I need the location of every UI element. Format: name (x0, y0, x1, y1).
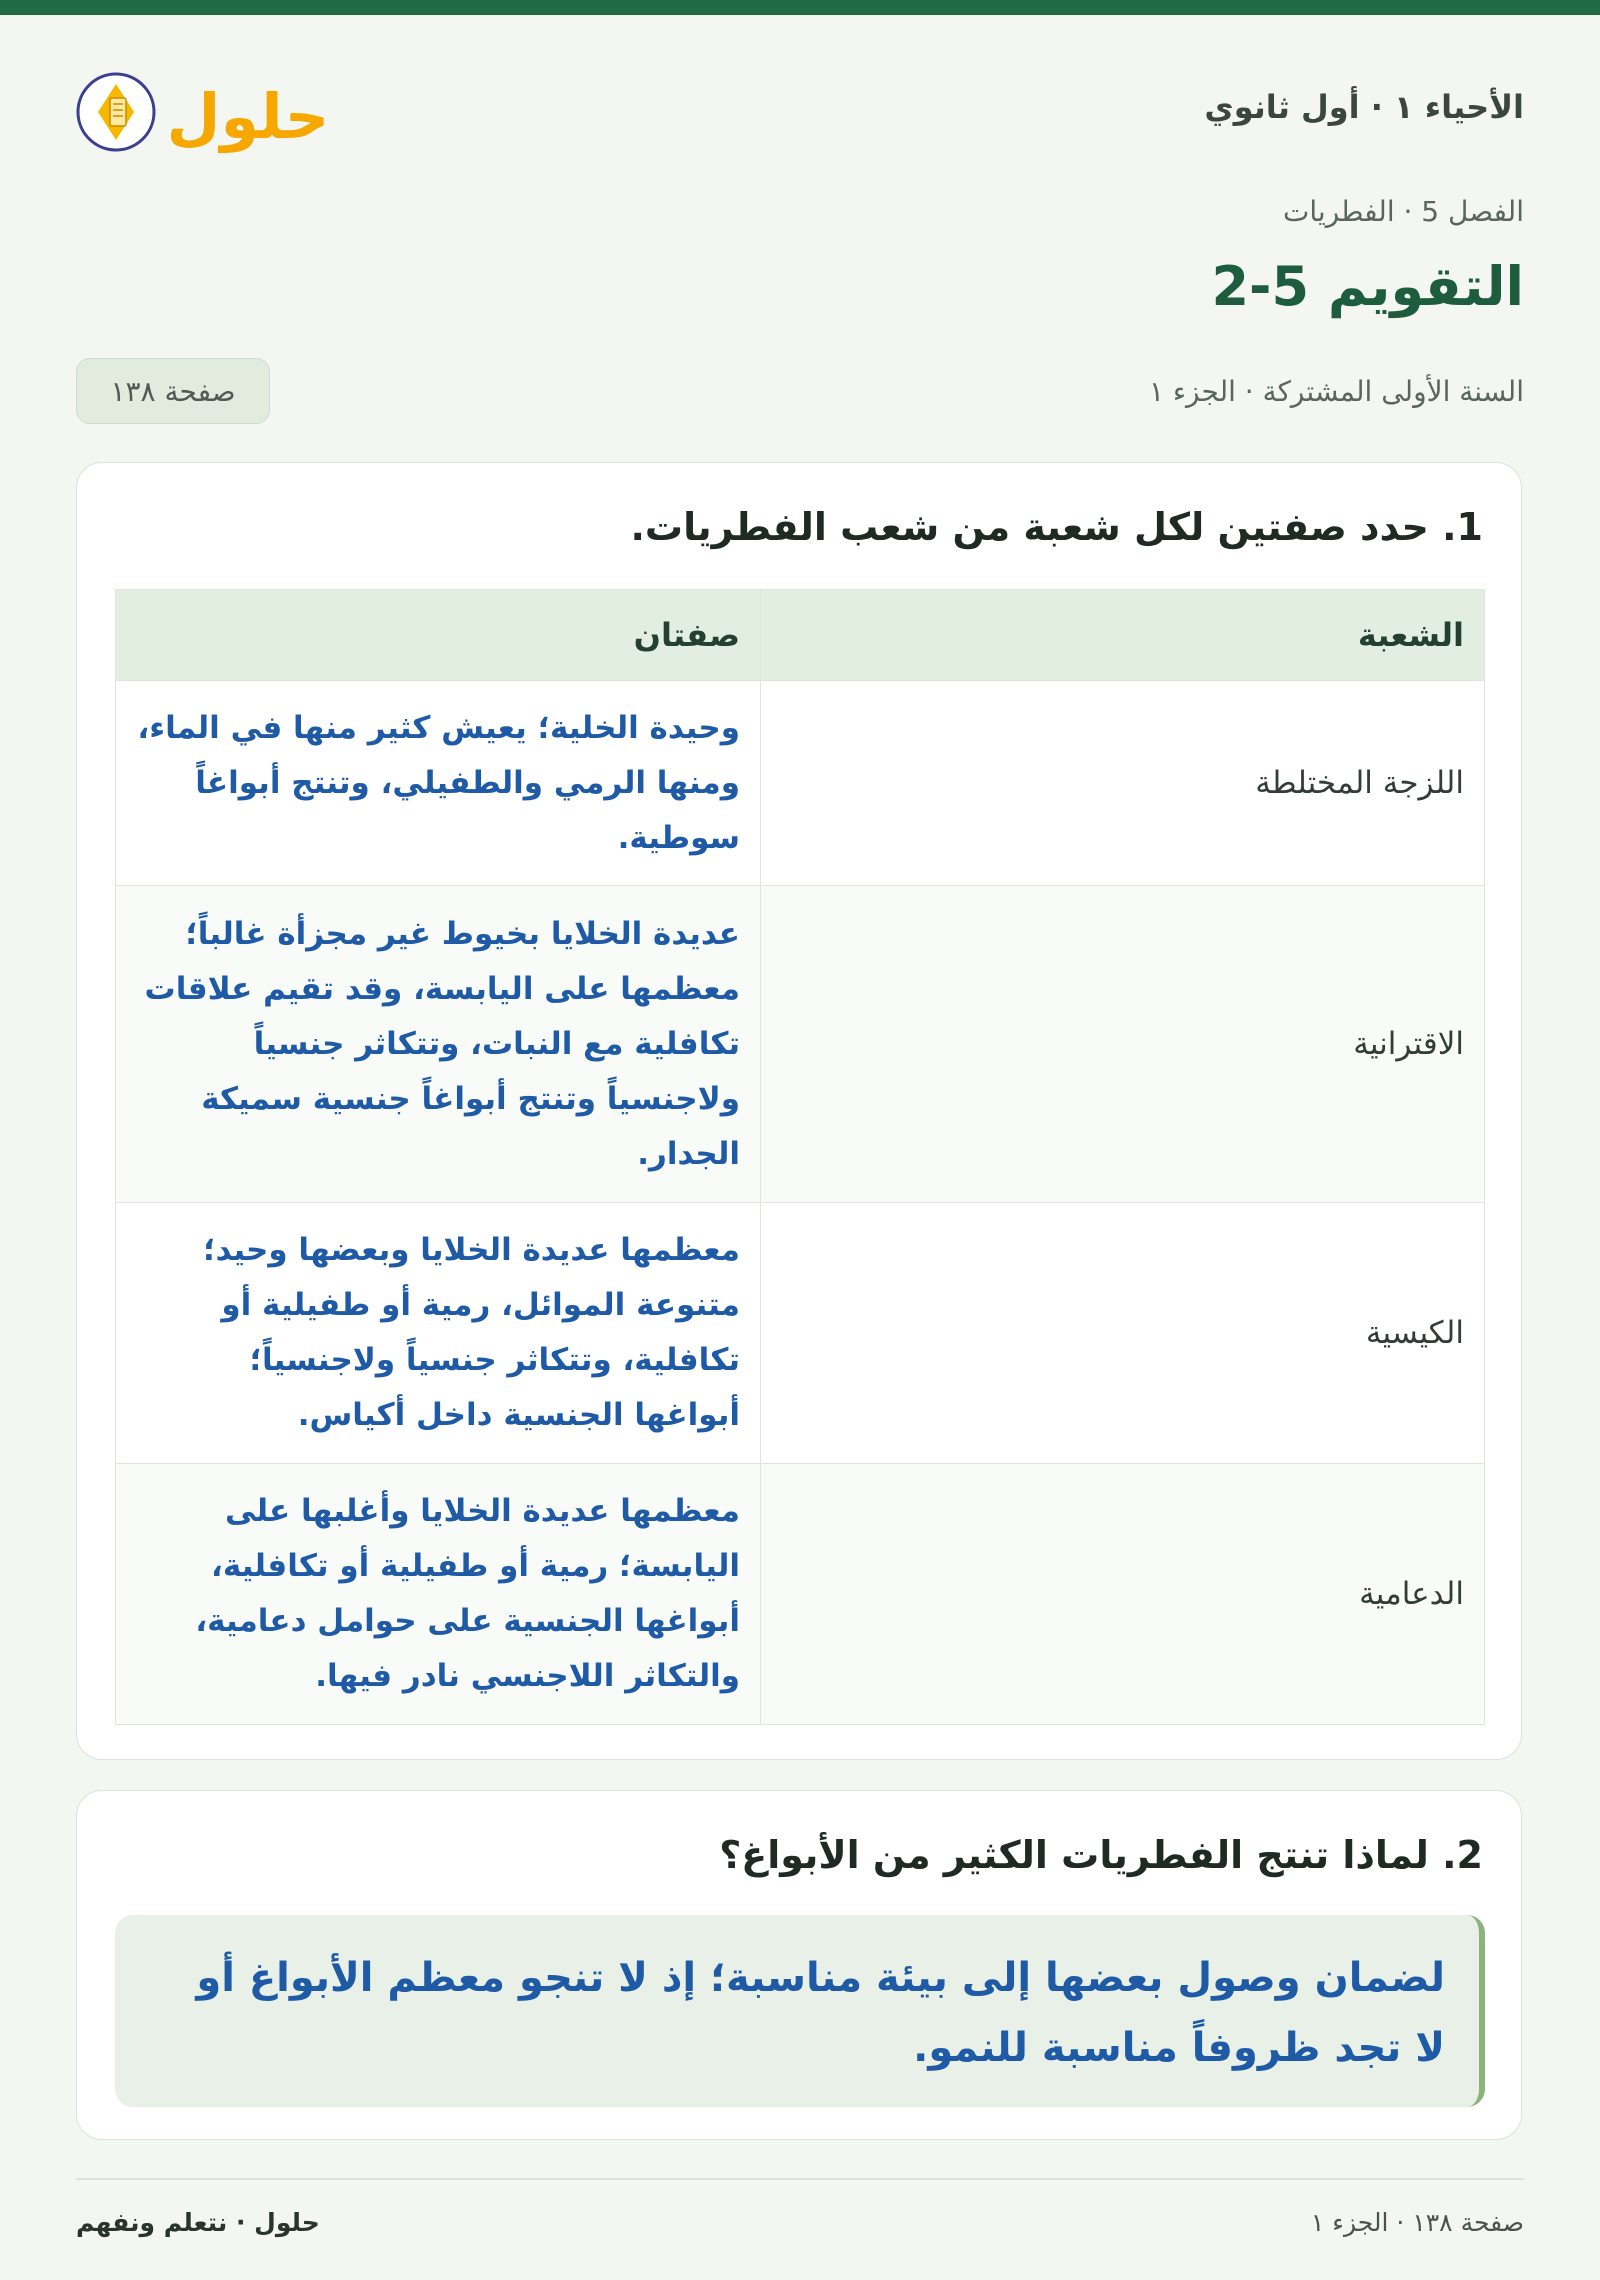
answer-2-box: لضمان وصول بعضها إلى بيئة مناسبة؛ إذ لا تنجو معظم الأبواغ أو لا تجد ظروفاً مناسبة للنمو. (115, 1915, 1485, 2107)
table-row (116, 1203, 1485, 1464)
footer-divider (76, 2178, 1524, 2180)
question-2-text: 2. لماذا تنتج الفطريات الكثير من الأبواغ؟ (719, 1833, 1483, 1877)
column-header-traits: صفتان (116, 590, 761, 681)
page-header (76, 60, 1524, 160)
top-accent-bar (0, 0, 1600, 15)
column-header-phylum: الشعبة (761, 590, 1485, 681)
hulul-logo (76, 60, 346, 160)
phylum-cell: اللزجة المختلطة (761, 681, 1485, 886)
traits-cell: معظمها عديدة الخلايا وأغلبها على اليابسة؛ رمية أو طفيلية أو تكافلية، أبواغها الجنسية على حوامل دعامية، والتكاثر اللاجنسي نادر فيها. (116, 1464, 761, 1725)
table-row (116, 886, 1485, 1203)
chapter-label: الفصل 5 · الفطريات (1283, 195, 1524, 228)
table-row (116, 681, 1485, 886)
traits-cell: وحيدة الخلية؛ يعيش كثير منها في الماء، ومنها الرمي والطفيلي، وتنتج أبواغاً سوطية. (116, 681, 761, 886)
traits-cell: عديدة الخلايا بخيوط غير مجزأة غالباً؛ معظمها على اليابسة، وقد تقيم علاقات تكافلية مع النبات، وتتكاثر جنسياً ولاجنسياً وتنتج أبواغاً جنسية سميكة الجدار. (116, 886, 761, 1203)
page-title: التقويم 5-2 (1211, 255, 1524, 318)
phylum-cell: الاقترانية (761, 886, 1485, 1203)
footer-page-info: صفحة ١٣٨ · الجزء ١ (1310, 2208, 1524, 2237)
fungi-traits-table (115, 589, 1485, 1725)
hulul-logo-text: حلول (166, 80, 330, 153)
phylum-cell: الكيسية (761, 1203, 1485, 1464)
phylum-cell: الدعامية (761, 1464, 1485, 1725)
subject-title: الأحياء ١ · أول ثانوي (1204, 88, 1524, 126)
footer-brand: حلول · نتعلم ونفهم (76, 2208, 320, 2237)
question-1-text: 1. حدد صفتين لكل شعبة من شعب الفطريات. (630, 505, 1483, 549)
table-row (116, 1464, 1485, 1725)
question-2-card (76, 1790, 1522, 2140)
page-badge: صفحة ١٣٨ (76, 358, 270, 424)
question-1-card (76, 462, 1522, 1760)
traits-cell: معظمها عديدة الخلايا وبعضها وحيد؛ متنوعة الموائل، رمية أو طفيلية أو تكافلية، وتتكاثر جنسياً ولاجنسياً؛ أبواغها الجنسية داخل أكياس. (116, 1203, 761, 1464)
table-header-row (116, 590, 1485, 681)
year-label: السنة الأولى المشتركة · الجزء ١ (1148, 375, 1524, 408)
